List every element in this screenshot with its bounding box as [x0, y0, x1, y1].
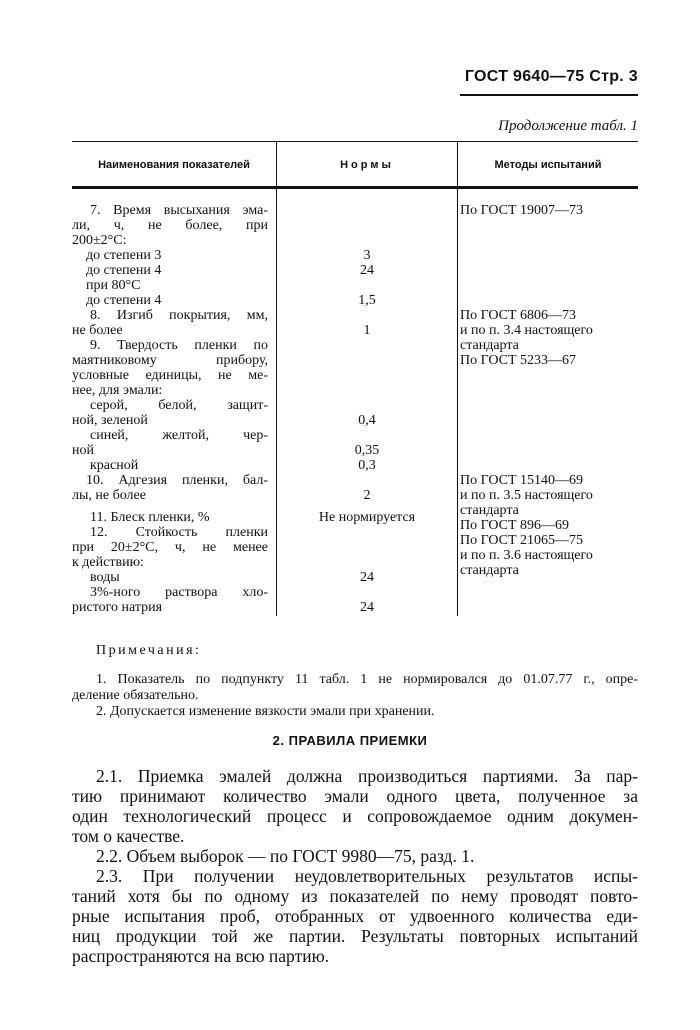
norm-value: 0,4 [358, 413, 376, 428]
table-header-norms: Нормы [340, 159, 394, 171]
table-continuation-label: Продолжение табл. 1 [498, 118, 638, 134]
indicator-line: красной [90, 458, 139, 473]
paragraph-line: 2.1. Приемка эмалей должна производиться партиями. За пар- [96, 766, 638, 786]
paragraph-line: таний хотя бы по одному из показателей по нему проводят повто- [72, 886, 638, 906]
method-line: стандарта [460, 563, 519, 578]
method-line: По ГОСТ 19007—73 [460, 203, 584, 218]
note-line: деление обязательно. [72, 688, 199, 703]
method-line: По ГОСТ 21065—75 [460, 533, 584, 548]
norm-value: 1,5 [358, 293, 376, 308]
indicator-line: до степени 3 [86, 248, 162, 263]
indicator-line: к действию: [72, 555, 144, 570]
method-line: и по п. 3.6 настоящего [460, 548, 593, 563]
indicator-line: 200±2°С: [72, 233, 127, 248]
table-header-rule [72, 186, 638, 189]
indicator-line: до степени 4 [86, 263, 162, 278]
indicator-line: при 80°С [86, 278, 141, 293]
norm-value: 24 [360, 600, 374, 615]
table-top-rule [72, 141, 638, 142]
method-line: По ГОСТ 896—69 [460, 518, 570, 533]
norm-value: 24 [360, 570, 374, 585]
indicator-line: ли, ч, не более, при [72, 218, 268, 233]
paragraph-line: рные испытания проб, отобранных от удвоенного количества еди- [72, 906, 638, 926]
indicator-line: ной [72, 443, 94, 458]
method-line: По ГОСТ 15140—69 [460, 473, 584, 488]
paragraph-line: один технологический процесс и сопровождаемое одним докумен- [72, 806, 638, 826]
method-line: По ГОСТ 6806—73 [460, 308, 577, 323]
indicator-line: 3%-ного раствора хло- [90, 585, 268, 600]
method-line: и по п. 3.5 настоящего [460, 488, 593, 503]
indicator-line: серой, белой, защит- [90, 398, 268, 413]
notes-heading: Примечания: [96, 643, 202, 658]
paragraph-line: тию принимают количество эмали одного цвета, полученное за [72, 786, 638, 806]
indicator-line: ной, зеленой [72, 413, 148, 428]
indicator-line: воды [90, 570, 120, 585]
table-header-methods: Методы испытаний [494, 159, 602, 171]
indicator-line: маятниковому прибору, [72, 353, 268, 368]
paragraph-line: том о качестве. [72, 826, 185, 846]
indicator-line: 10. Адгезия пленки, бал- [86, 473, 268, 488]
indicator-line: при 20±2°С, ч, не менее [72, 540, 268, 555]
method-line: и по п. 3.4 настоящего [460, 323, 593, 338]
indicator-line: лы, не более [72, 488, 146, 503]
norm-value: 24 [360, 263, 374, 278]
table-column-divider [457, 141, 458, 616]
norm-value: 0,3 [358, 458, 376, 473]
norm-value: 3 [363, 248, 371, 263]
document-reference: ГОСТ 9640—75 Стр. 3 [464, 68, 638, 85]
indicator-line: 7. Время высыхания эма- [90, 203, 268, 218]
norm-value: Не нормируется [318, 510, 416, 525]
table-header-indicator: Наименования показателей [98, 159, 250, 171]
table-column-divider [276, 141, 277, 616]
section-title: 2. ПРАВИЛА ПРИЕМКИ [272, 733, 428, 748]
norm-value: 0,35 [354, 443, 380, 458]
method-line: стандарта [460, 338, 519, 353]
indicator-line: условные единицы, не ме- [72, 368, 268, 383]
indicator-line: 9. Твердость пленки по [90, 338, 268, 353]
indicator-line: синей, желтой, чер- [90, 428, 268, 443]
norm-value: 2 [363, 488, 371, 503]
header-rule [460, 94, 638, 96]
note-line: 1. Показатель по подпункту 11 табл. 1 не нормировался до 01.07.77 г., опре- [96, 672, 638, 687]
indicator-line: до степени 4 [86, 293, 162, 308]
paragraph-line: распространяются на всю партию. [72, 946, 330, 966]
indicator-line: ристого натрия [72, 600, 163, 615]
indicator-line: 12. Стойкость пленки [90, 525, 268, 540]
method-line: По ГОСТ 5233—67 [460, 353, 577, 368]
method-line: стандарта [460, 503, 519, 518]
paragraph-line: ниц продукции той же партии. Результаты повторных испытаний [72, 926, 638, 946]
paragraph-line: 2.2. Объем выборок — по ГОСТ 9980—75, разд. 1. [96, 846, 475, 866]
norm-value: 1 [363, 323, 371, 338]
indicator-line: нее, для эмали: [72, 383, 163, 398]
indicator-line: 11. Блеск пленки, % [90, 510, 210, 525]
indicator-line: не более [72, 323, 123, 338]
paragraph-line: 2.3. При получении неудовлетворительных результатов испы- [96, 866, 638, 886]
indicator-line: 8. Изгиб покрытия, мм, [90, 308, 268, 323]
note-line: 2. Допускается изменение вязкости эмали при хранении. [96, 704, 435, 719]
